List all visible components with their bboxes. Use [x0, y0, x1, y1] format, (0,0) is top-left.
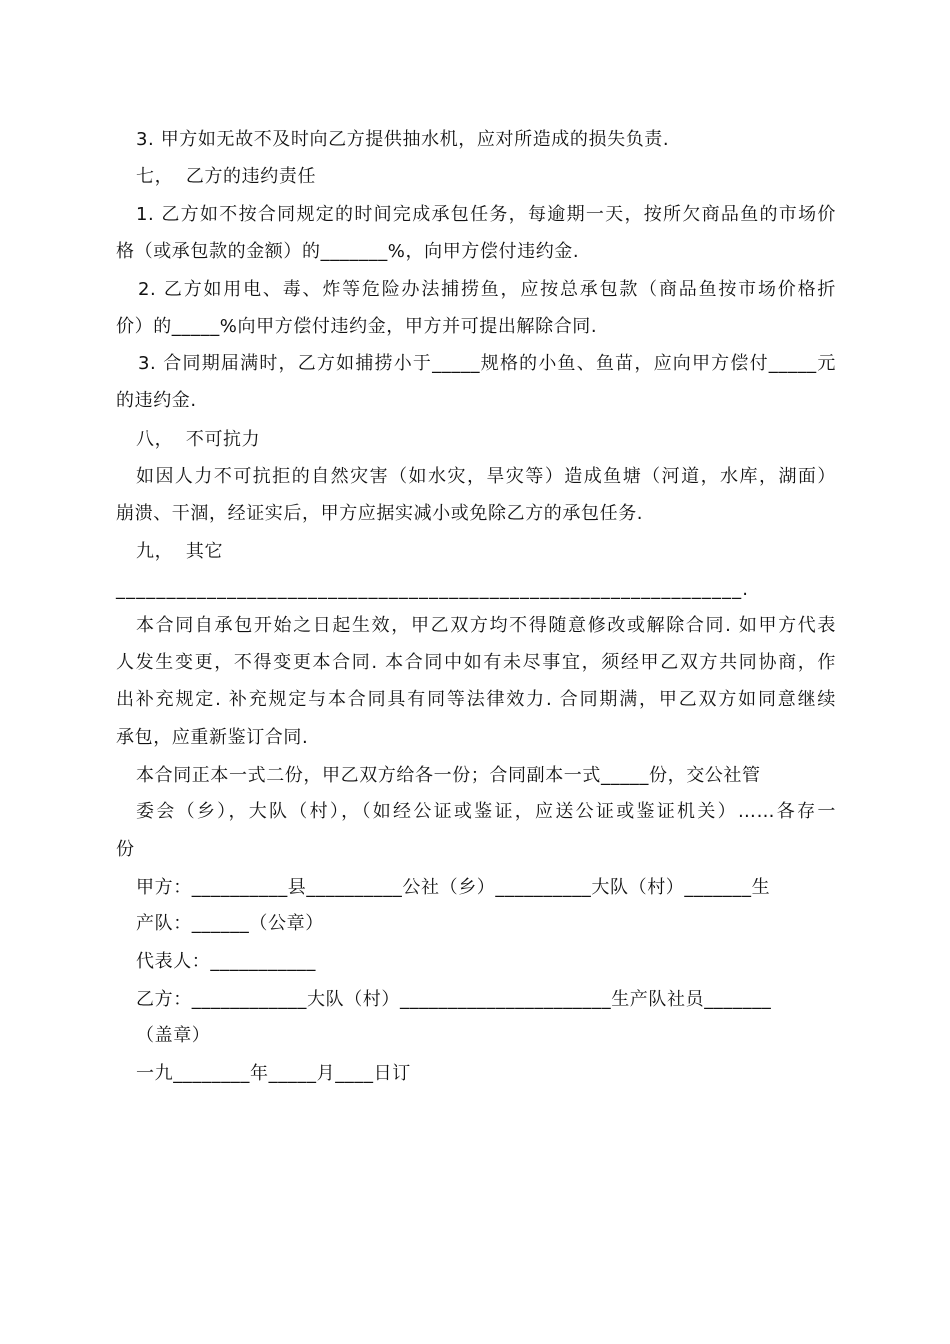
section-8-text-line-2: 崩溃、干涸，经证实后，甲方应据实减小或免除乙方的承包任务.: [116, 503, 644, 524]
date-line: 一九________年_____月____日订: [136, 1063, 411, 1084]
copies-text-line-3: 份: [116, 839, 135, 860]
section-9-heading: 九， 其它: [136, 541, 224, 562]
representative-line: 代表人：___________: [136, 951, 316, 972]
effect-text-line-3: 出补充规定. 补充规定与本合同具有同等法律效力. 合同期满，甲乙双方如同意继续: [116, 689, 836, 710]
clause-7-item-3-line-2: 的违约金.: [116, 390, 197, 411]
production-team-seal-line: 产队：______（公章）: [136, 913, 324, 934]
party-a-line: 甲方：__________县__________公社（乡）__________大队（村）_______生: [136, 877, 771, 898]
clause-7-item-1-line-1: 1. 乙方如不按合同规定的时间完成承包任务，每逾期一天，按所欠商品鱼的市场价: [136, 204, 836, 225]
effect-text-line-1: 本合同自承包开始之日起生效，甲乙双方均不得随意修改或解除合同. 如甲方代表: [136, 615, 836, 636]
clause-7-item-2-line-2: 价）的_____%向甲方偿付违约金，甲方并可提出解除合同.: [116, 316, 598, 337]
effect-text-line-4: 承包，应重新鉴订合同.: [116, 727, 309, 748]
section-7-heading: 七， 乙方的违约责任: [136, 166, 317, 187]
party-b-seal-line: （盖章）: [136, 1025, 211, 1046]
clause-6-item-3: 3. 甲方如无故不及时向乙方提供抽水机，应对所造成的损失负责.: [136, 129, 670, 150]
clause-7-item-1-line-2: 格（或承包款的金额）的_______%，向甲方偿付违约金.: [116, 241, 580, 262]
section-8-text-line-1: 如因人力不可抗拒的自然灾害（如水灾，旱灾等）造成鱼塘（河道，水库，湖面）: [136, 466, 836, 487]
party-b-line: 乙方：____________大队（村）______________________生产队社员_______: [136, 989, 772, 1010]
section-9-blank-line: ______________________________________________________________.: [116, 579, 750, 600]
copies-text-line-1: 本合同正本一式二份，甲乙双方给各一份；合同副本一式_____份，交公社管: [136, 765, 761, 786]
effect-text-line-2: 人发生变更，不得变更本合同. 本合同中如有未尽事宜，须经甲乙双方共同协商，作: [116, 652, 836, 673]
clause-7-item-2-line-1: 2. 乙方如用电、毒、炸等危险办法捕捞鱼，应按总承包款（商品鱼按市场价格折: [138, 279, 836, 300]
copies-text-line-2: 委会（乡），大队（村），（如经公证或鉴证，应送公证或鉴证机关）……各存一: [136, 801, 836, 822]
clause-7-item-3-line-1: 3. 合同期届满时，乙方如捕捞小于_____规格的小鱼、鱼苗，应向甲方偿付_____元: [138, 353, 836, 374]
section-8-heading: 八， 不可抗力: [136, 429, 261, 450]
